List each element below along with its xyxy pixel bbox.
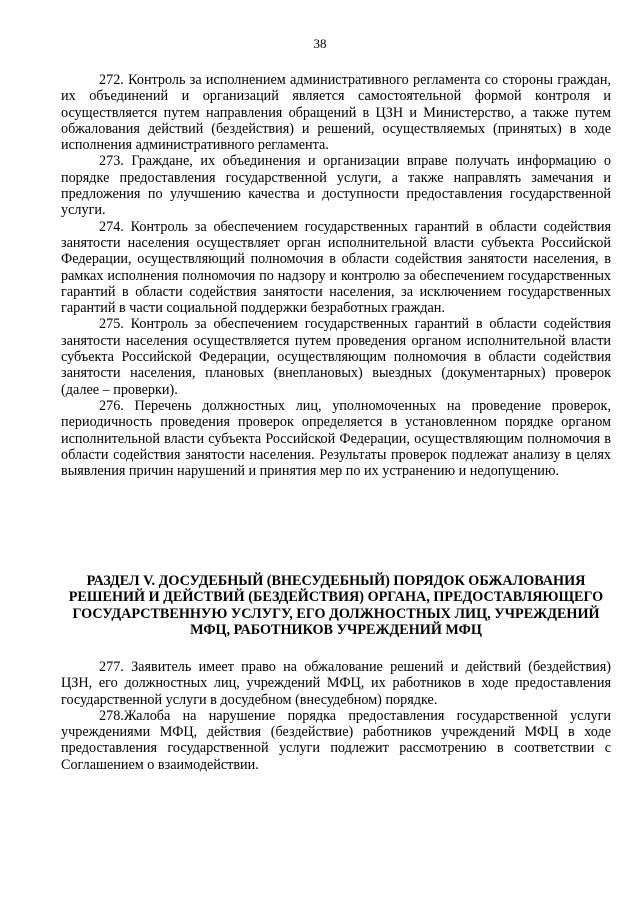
- paragraph-278: 278.Жалоба на нарушение порядка предоставления государственной услуги учреждениями МФЦ, действия (бездействие) работников учреждений МФЦ в ходе предоставления государственной услуги подлежит рассмотрению в соответствии с Соглашением о взаимодействии.: [61, 707, 611, 773]
- section-v-heading: РАЗДЕЛ V. ДОСУДЕБНЫЙ (ВНЕСУДЕБНЫЙ) ПОРЯДОК ОБЖАЛОВАНИЯ РЕШЕНИЙ И ДЕЙСТВИЙ (БЕЗДЕЙСТВИЯ) ОРГАНА, ПРЕДОСТАВЛЯЮЩЕГО ГОСУДАРСТВЕННУЮ УСЛУГУ, ЕГО ДОЛЖНОСТНЫХ ЛИЦ, УЧРЕЖДЕНИЙ МФЦ, РАБОТНИКОВ УЧРЕЖДЕНИЙ МФЦ: [68, 573, 604, 638]
- paragraph-273: 273. Граждане, их объединения и организации вправе получать информацию о порядке предоставления государственной услуги, а также направлять замечания и предложения по улучшению качества и доступности предоставления государственной услуги.: [61, 153, 611, 219]
- control-section-text: [61, 72, 611, 479]
- appeal-section-text: [61, 659, 611, 773]
- paragraph-274: 274. Контроль за обеспечением государственных гарантий в области содействия занятости населения осуществляет орган исполнительной власти субъекта Российской Федерации, осуществляющий полномочия в области содействия занятости населения, в рамках исполнения полномочия по надзору и контролю за обеспечением государственных гарантий в области содействия занятости населения, за исключением государственных гарантий в части социальной поддержки безработных граждан.: [61, 218, 611, 317]
- paragraph-276: 276. Перечень должностных лиц, уполномоченных на проведение проверок, периодичность проведения проверок определяется в установленном порядке органом исполнительной власти субъекта Российской Федерации, осуществляющим полномочия в области содействия занятости населения. Результаты проверок подлежат анализу в целях выявления причин нарушений и принятия мер по их устранению и недопущению.: [61, 397, 611, 480]
- page-number: 38: [313, 36, 327, 51]
- paragraph-277: 277. Заявитель имеет право на обжалование решений и действий (бездействия) ЦЗН, его должностных лиц, учреждений МФЦ, их работников в ходе предоставления государственной услуги в досудебном (внесудебном) порядке.: [61, 659, 611, 708]
- paragraph-275: 275. Контроль за обеспечением государственных гарантий в области содействия занятости населения осуществляется путем проведения органом исполнительной власти субъекта Российской Федерации, осуществляющим полномочия в области содействия занятости населения, плановых (внеплановых) выездных (документарных) проверок (далее – проверки).: [61, 316, 611, 398]
- paragraph-272: 272. Контроль за исполнением административного регламента со стороны граждан, их объединений и организаций является самостоятельной формой контроля и осуществляется путем направления обращений в ЦЗН и Министерство, а также путем обжалования действий (бездействия) и решений, осуществляемых (принятых) в ходе исполнения административного регламента.: [61, 72, 611, 154]
